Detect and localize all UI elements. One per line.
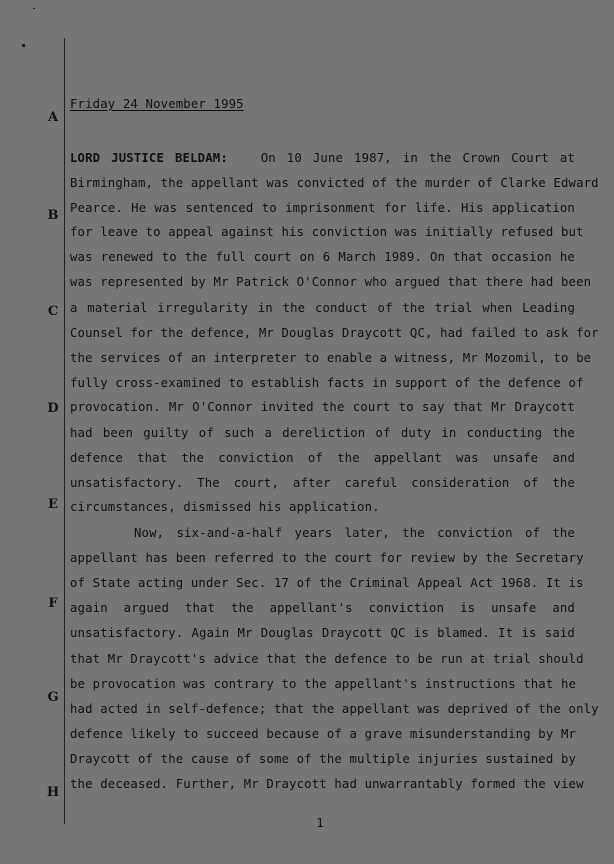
text-line: circumstances, dismissed his application. bbox=[70, 500, 380, 514]
text-line: be provocation was contrary to the appellant's instructions that he bbox=[70, 677, 577, 691]
text-line: fully cross-examined to establish facts in support of the defence of bbox=[70, 376, 584, 390]
page-number: 1 bbox=[316, 816, 324, 830]
speaker-name: LORD JUSTICE BELDAM: bbox=[70, 151, 228, 165]
text-line: Birmingham, the appellant was convicted of the murder of Clarke Edward bbox=[70, 176, 599, 190]
margin-letter-h: H bbox=[46, 785, 60, 800]
text-line: was renewed to the full court on 6 March 1989. On that occasion he bbox=[70, 250, 575, 264]
text-line: of State acting under Sec. 17 of the Criminal Appeal Act 1968. It is bbox=[70, 576, 584, 590]
text-line: Pearce. He was sentenced to imprisonment for life. His application bbox=[70, 201, 575, 215]
text-line: Counsel for the defence, Mr Douglas Draycott QC, had failed to ask for bbox=[70, 326, 599, 340]
text-line bbox=[70, 150, 575, 166]
margin-rule bbox=[64, 38, 65, 824]
text-line: was represented by Mr Patrick O'Connor who argued that there had been bbox=[70, 275, 592, 289]
text-line: Draycott of the cause of some of the multiple injuries sustained by bbox=[70, 752, 577, 766]
margin-letter-b: B bbox=[47, 208, 59, 223]
text-line: provocation. Mr O'Connor invited the court to say that Mr Draycott bbox=[70, 400, 575, 414]
text-line: the services of an interpreter to enable a witness, Mr Mozomil, to be bbox=[70, 351, 592, 365]
text-line: Now, six-and-a-half years later, the conviction of the bbox=[134, 526, 575, 540]
text-line: again argued that the appellant's conviction is unsafe and bbox=[70, 601, 575, 615]
text-line: that Mr Draycott's advice that the defence to be run at trial should bbox=[70, 652, 584, 666]
text-line: appellant has been referred to the court for review by the Secretary bbox=[70, 551, 584, 565]
text-line: defence that the conviction of the appellant was unsafe and bbox=[70, 451, 575, 465]
text-line: for leave to appeal against his conviction was initially refused but bbox=[70, 225, 584, 239]
margin-letter-c: C bbox=[47, 304, 59, 319]
margin-letter-f: F bbox=[48, 596, 58, 611]
text-line: had been guilty of such a dereliction of duty in conducting the bbox=[70, 426, 575, 440]
margin-letter-d: D bbox=[47, 401, 59, 416]
judgment-date: Friday 24 November 1995 bbox=[70, 97, 244, 111]
text-line-content: On 10 June 1987, in the Crown Court at bbox=[260, 151, 575, 165]
scan-speck bbox=[22, 44, 25, 47]
text-line: had acted in self-defence; that the appellant was deprived of the only bbox=[70, 702, 599, 716]
text-line: defence likely to succeed because of a grave misunderstanding by Mr bbox=[70, 727, 577, 741]
text-line: the deceased. Further, Mr Draycott had unwarrantably formed the view bbox=[70, 777, 584, 791]
scan-speck bbox=[33, 8, 35, 9]
margin-letter-g: G bbox=[47, 690, 59, 705]
text-line: unsatisfactory. Again Mr Douglas Draycott QC is blamed. It is said bbox=[70, 626, 575, 640]
text-line: unsatisfactory. The court, after careful consideration of the bbox=[70, 476, 575, 490]
margin-letter-a: A bbox=[47, 110, 59, 125]
margin-letter-e: E bbox=[48, 497, 58, 512]
text-line: a material irregularity in the conduct of the trial when Leading bbox=[70, 301, 575, 315]
